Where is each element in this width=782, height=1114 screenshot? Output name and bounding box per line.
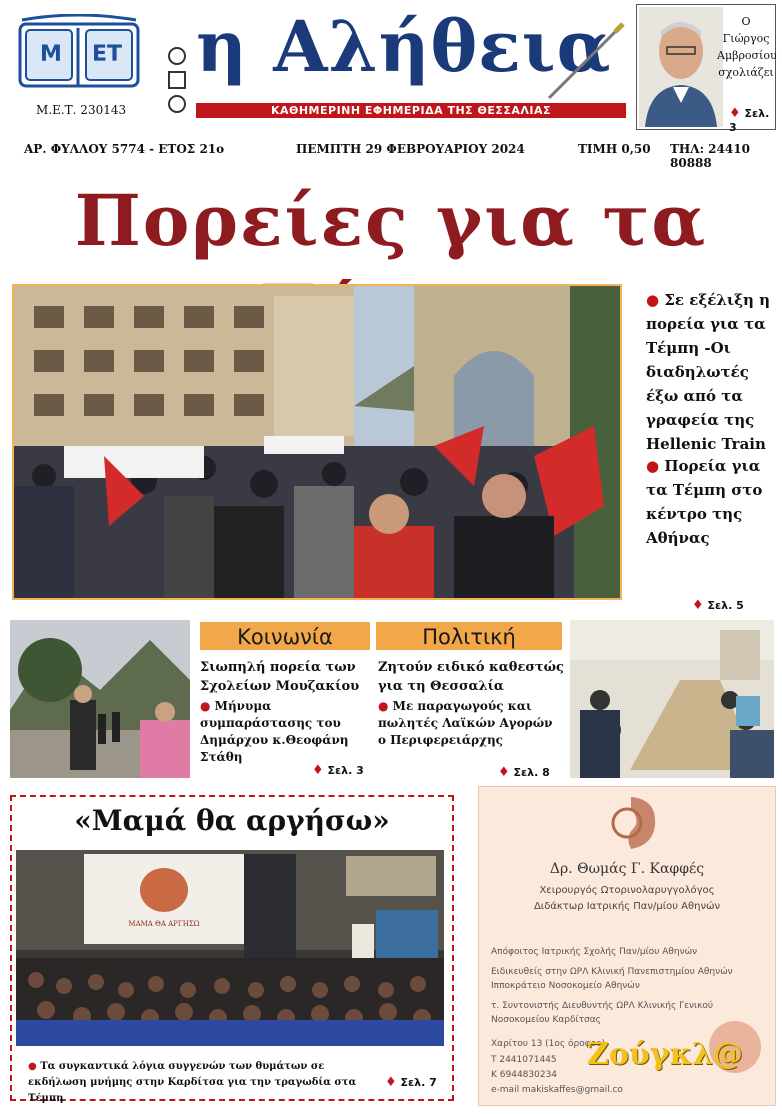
diamond-icon: ♦ (385, 1075, 397, 1090)
ad-item-1: Απόφοιτος Ιατρικής Σχολής Παν/μίου Αθηνών (491, 947, 698, 957)
ad-doctor-name: Δρ. Θωμάς Γ. Καφφές (549, 861, 705, 877)
politics-bullet-text: Με παραγωγούς και πωλητές Λαϊκών Αγορών ο Περιφερειάρχης (378, 699, 553, 747)
diamond-icon: ♦ (729, 106, 741, 121)
lead-page: Σελ. 5 (707, 599, 744, 612)
mama-page-ref (385, 1075, 437, 1090)
issue-price: ΤΙΜΗ 0,50 (578, 142, 651, 156)
politics-bullet (378, 698, 562, 749)
mama-caption (28, 1059, 378, 1107)
society-section-label: Κοινωνία (200, 622, 370, 650)
ad-email: e-mail makiskaffes@gmail.co (491, 1085, 623, 1095)
mama-page: Σελ. 7 (400, 1076, 437, 1089)
columnist-page: Σελ. 3 (729, 107, 770, 134)
lead-photo (12, 284, 622, 600)
politics-photo (570, 620, 774, 778)
columnist-page-ref (729, 106, 775, 134)
ad-tel: Τ 2441071445 (491, 1055, 557, 1065)
ad-mobile: Κ 6944830234 (491, 1070, 558, 1080)
columnist-box (636, 4, 777, 134)
quill-icon (545, 22, 625, 102)
issue-date: ΠΕΜΠΤΗ 29 ΦΕΒΡΟΥΑΡΙΟΥ 2024 (296, 142, 525, 156)
mama-title: «Μαμά θα αργήσω» (74, 804, 390, 837)
issue-number: ΑΡ. ΦΥΛΛΟΥ 5774 - ΕΤΟΣ 21ο (24, 142, 225, 156)
met-code: Μ.Ε.Τ. 230143 (36, 103, 127, 117)
bullet-icon: ● (646, 291, 660, 309)
ad-item-3: τ. Συντονιστής Διευθυντής ΩΡΛ Κλινικής Γενικού Νοσοκομείου Καρδίτσας (491, 1001, 714, 1025)
society-photo (10, 620, 190, 778)
newspaper-subtitle: ΚΑΘΗΜΕΡΙΝΗ ΕΦΗΜΕΡΙΔΑ ΤΗΣ ΘΕΣΣΑΛΙΑΣ (196, 103, 626, 118)
ad-doctorate: Διδάκτωρ Ιατρικής Παν/μίου Αθηνών (533, 901, 721, 912)
lead-page-ref (692, 598, 744, 613)
politics-page-ref (498, 765, 550, 780)
mama-caption-text: Τα συγκαντικά λόγια συγγενών των θυμάτων σε εκδήλωση μνήμης στην Καρδίτσα για την τραγωδία στα Τέμπη (28, 1061, 357, 1104)
diamond-icon: ♦ (498, 765, 510, 780)
bullet-icon: ● (200, 699, 211, 713)
society-bullet-text: Μήνυμα συμπαράστασης του Δημάρχου κ.Θεοφάνη Στάθη (200, 699, 349, 764)
politics-section-label: Πολιτική (376, 622, 562, 650)
bullet-icon: ● (646, 457, 660, 475)
columnist-name: Ο Γιώργος Αμβροσίου σχολιάζει (717, 15, 777, 79)
mama-screen-text: ΜΑΜΑ ΘΑ ΑΡΓΗΣΩ (128, 920, 200, 928)
met-logo (18, 14, 140, 94)
diamond-icon: ♦ (312, 763, 324, 778)
issue-phone: ΤΗΛ: 24410 80888 (670, 142, 750, 170)
newspaper-title: η Αλήθεια (196, 5, 612, 88)
lead-bullet-2-text: Πορεία για τα Τέμπη στο κέντρο της Αθήνας (646, 457, 763, 547)
columnist-photo (639, 7, 723, 127)
ad-address: Χαρίτου 13 (1ος όροφος) (491, 1039, 606, 1049)
mama-photo (16, 850, 444, 1046)
main-headline: Πορείες για τα (74, 179, 708, 262)
politics-title: Ζητούν ειδικό καθεστώς για τη Θεσσαλία (378, 660, 564, 694)
society-page: Σελ. 3 (327, 764, 364, 777)
met-logo-text-right: ΕΤ (92, 42, 123, 67)
lead-bullet-1-text: Σε εξέλιξη η πορεία για τα Τέμπη -Οι διαδηλωτές έξω από τα γραφεία της Hellenic Train (646, 291, 771, 453)
society-page-ref (312, 763, 364, 778)
society-title: Σιωπηλή πορεία των Σχολείων Μουζακίου (200, 660, 360, 694)
society-bullet (200, 698, 368, 766)
ad-item-2: Ειδικευθείς στην ΩΡΛ Κλινική Πανεπιστημίου Αθηνών Ιπποκράτειο Νοσοκομείο Αθηνών (491, 967, 733, 991)
doctor-ad (478, 786, 776, 1106)
watermark-logo: Ζούγκλ@ (587, 1037, 744, 1072)
politics-page: Σελ. 8 (513, 766, 550, 779)
diamond-icon: ♦ (692, 598, 704, 613)
bullet-icon: ● (28, 1061, 37, 1072)
ad-specialty: Χειρουργός Ωτορινολαρυγγολόγος (539, 885, 715, 896)
ear-icon (603, 793, 659, 853)
masthead-emblem (166, 44, 188, 120)
lead-bullet-2 (646, 454, 772, 550)
lead-bullet-1 (646, 288, 772, 456)
bullet-icon: ● (378, 699, 389, 713)
met-logo-text-left: Μ (40, 42, 62, 67)
